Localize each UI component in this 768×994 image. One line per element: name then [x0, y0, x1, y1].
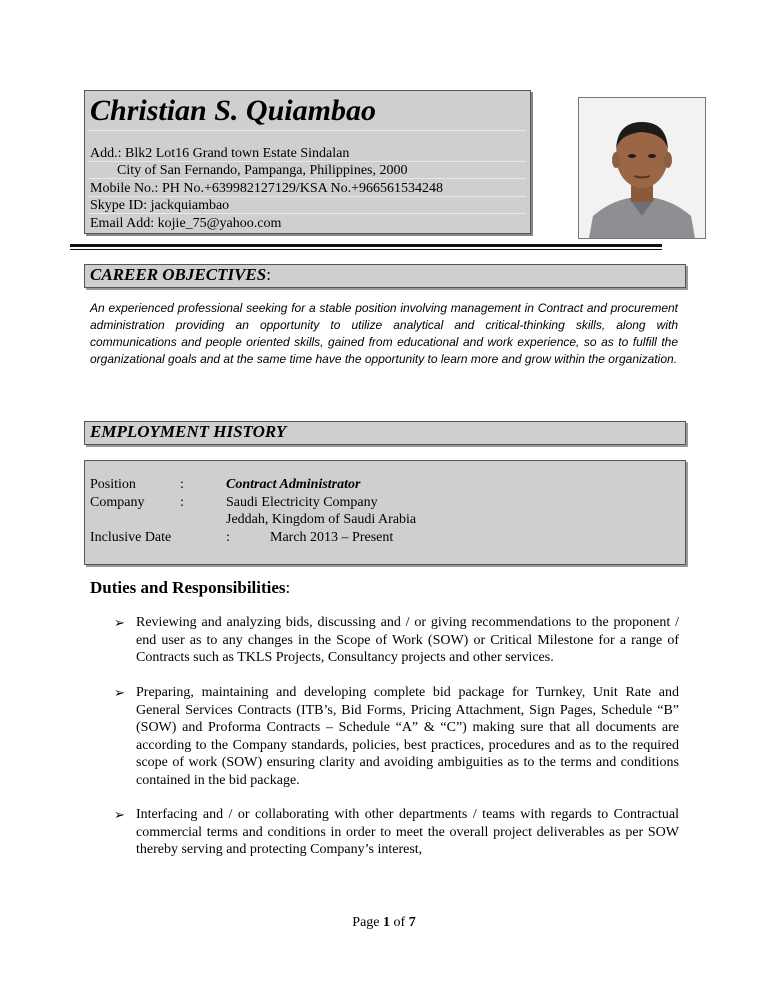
header-rule [70, 244, 662, 247]
mobile-number: Mobile No.: PH No.+639982127129/KSA No.+966561534248 [90, 181, 443, 196]
portrait-image [579, 98, 705, 238]
inclusive-date-label: Inclusive Date [90, 530, 172, 545]
page-number [0, 915, 768, 931]
career-objectives-colon: : [266, 265, 271, 284]
arrow-bullet-icon: ➢ [114, 807, 125, 822]
company-separator: : [180, 495, 184, 510]
skype-id: Skype ID: jackquiambao [90, 198, 230, 213]
duties-title: Duties and Responsibilities [90, 578, 286, 597]
date-separator: : [226, 530, 230, 545]
duty-item: Reviewing and analyzing bids, discussing and / or giving recommendations to the proponent / end user as to any changes in the Scope of Work (SOW) or Critical Milestone for a range of Contracts such as TKLS Projects, Consultancy projects and other services. [136, 615, 679, 665]
current-page: 1 [383, 915, 391, 930]
inclusive-date-value: March 2013 – Present [270, 530, 394, 545]
total-pages: 7 [408, 915, 416, 930]
duties-heading [90, 578, 290, 598]
address-line-1: Add.: Blk2 Lot16 Grand town Estate Sindalan [90, 146, 350, 161]
duty-item: Interfacing and / or collaborating with other departments / teams with regards to Contractual commercial terms and conditions in order to meet the overall project deliverables as per SOW thereby serving and protecting Company’s interest, [136, 807, 679, 857]
of-word: of [393, 915, 406, 930]
duty-item: Preparing, maintaining and developing complete bid package for Turnkey, Unit Rate and General Services Contracts (ITB’s, Bid Forms, Pricing Attachment, Sign Pages, Schedule “B” (SOW) and Proforma Contracts – Schedule “A” & “C”) making sure that all documents are according to the Company standards, policies, best practices, procedures and as to the required scope of work (SOW) ensuring clarity and avoiding ambiguities as to the terms and conditions contained in the bid package. [136, 685, 679, 788]
arrow-bullet-icon: ➢ [114, 685, 125, 700]
page-word: Page [352, 915, 380, 930]
company-value: Saudi Electricity Company [226, 495, 378, 510]
company-location: Jeddah, Kingdom of Saudi Arabia [226, 512, 417, 527]
position-value: Contract Administrator [226, 477, 361, 492]
candidate-name: Christian S. Quiambao [90, 94, 376, 127]
header-rule-thin [70, 249, 662, 250]
career-objectives-text: An experienced professional seeking for a stable position involving management in Contract and procurement administration providing an opportunity to utilize analytical and critical-thinking skills, along with communications and people oriented skills, gained from educational and work experience, so as to fulfill the organizational goals and at the same time have the opportunity to learn more and grow within the organization. [90, 301, 678, 366]
duties-colon: : [285, 578, 291, 597]
profile-photo [578, 97, 706, 239]
employment-history-title: EMPLOYMENT HISTORY [90, 422, 287, 441]
company-label: Company [90, 495, 145, 510]
header-divider [88, 130, 526, 131]
position-label: Position [90, 477, 136, 492]
career-objectives-heading [90, 265, 271, 285]
arrow-bullet-icon: ➢ [114, 615, 125, 630]
email-address: Email Add: kojie_75@yahoo.com [90, 216, 282, 231]
position-separator: : [180, 477, 184, 492]
address-line-2: City of San Fernando, Pampanga, Philippines, 2000 [117, 163, 408, 178]
career-objectives-title: CAREER OBJECTIVES [90, 265, 267, 284]
